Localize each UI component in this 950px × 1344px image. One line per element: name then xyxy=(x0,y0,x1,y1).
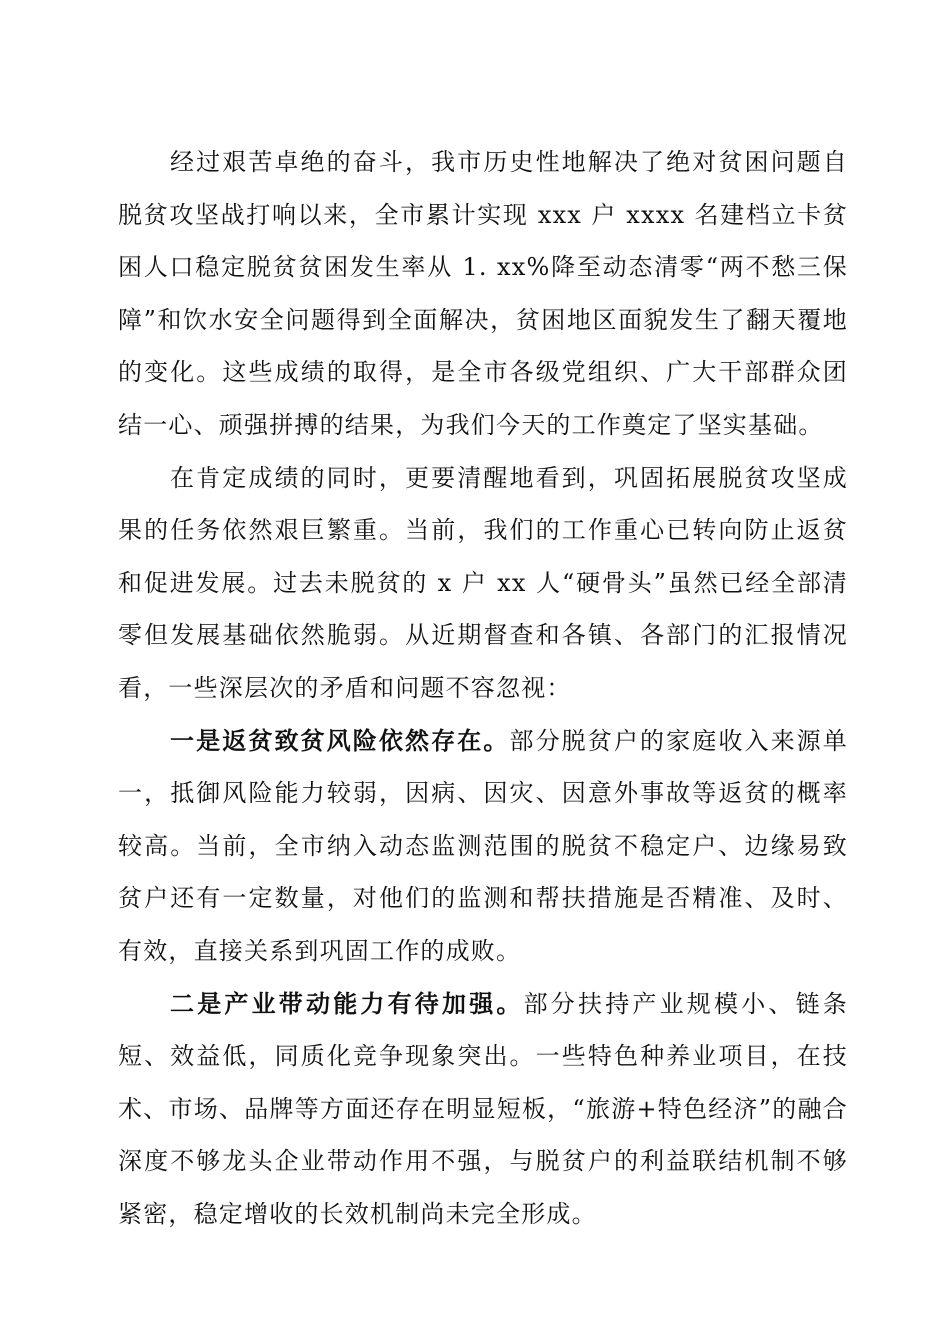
paragraph-achievements xyxy=(118,136,848,452)
paragraph-text: 部分扶持产业规模小、链条短、效益低，同质化竞争现象突出。一些特色种养业项目，在技术、市场、品牌等方面还存在明显短板，“旅游+特色经济”的融合深度不够龙头企业带动作用不强，与脱贫户的利益联结机制不够紧密，稳定增收的长效机制尚未完全形成。 xyxy=(118,989,848,1228)
paragraph-text: 在肯定成绩的同时，更要清醒地看到，巩固拓展脱贫攻坚成果的任务依然艰巨繁重。当前，我们的工作重心已转向防止返贫和促进发展。过去未脱贫的 x 户 xx 人“硬骨头”虽然已经全部清零但发展基础依然脆弱。从近期督查和各镇、各部门的汇报情况看，一些深层次的矛盾和问题不容忽视： xyxy=(118,463,848,702)
paragraph-lead-heading: 二是产业带动能力有待加强。 xyxy=(170,988,524,1018)
document-body xyxy=(118,136,848,1240)
paragraph-text: 经过艰苦卓绝的奋斗，我市历史性地解决了绝对贫困问题自脱贫攻坚战打响以来，全市累计实现 xxx 户 xxxx 名建档立卡贫困人口稳定脱贫贫困发生率从 1. xx%降至动态清零“两不愁三保障”和饮水安全问题得到全面解决，贫困地区面貌发生了翻天覆地的变化。这些成绩的取得，是全市各级党组织、广大干部群众团结一心、顽强拼搏的结果，为我们今天的工作奠定了坚实基础。 xyxy=(118,148,848,439)
paragraph-risk xyxy=(118,715,848,978)
paragraph-challenges xyxy=(118,452,848,715)
paragraph-text: 部分脱贫户的家庭收入来源单一，抵御风险能力较弱，因病、因灾、因意外事故等返贫的概率较高。当前，全市纳入动态监测范围的脱贫不稳定户、边缘易致贫户还有一定数量，对他们的监测和帮扶措施是否精准、及时、有效，直接关系到巩固工作的成败。 xyxy=(118,726,848,965)
paragraph-lead-heading: 一是返贫致贫风险依然存在。 xyxy=(170,725,510,755)
paragraph-industry xyxy=(118,978,848,1241)
